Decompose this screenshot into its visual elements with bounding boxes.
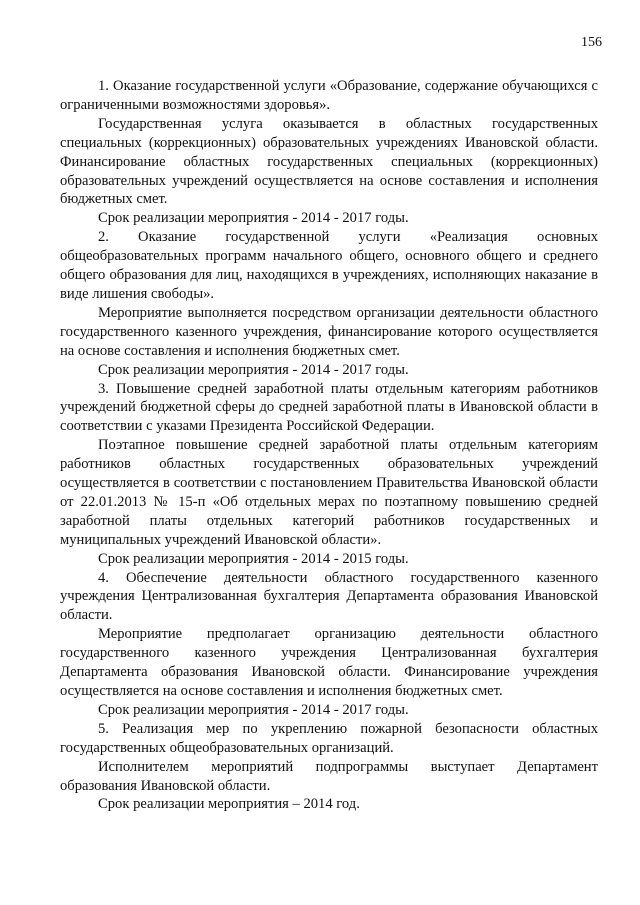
paragraph-service-1-description: Государственная услуга оказывается в областных государственных специальных (коррекционных) образовательных учреждениях Ивановской области. Финансирование областных государственных специальных (коррекционных) образовательных учреждений осуществляется на основе составления и исполнения бюджетных смет. — [60, 115, 598, 208]
paragraph-measure-4-term: Срок реализации мероприятия - 2014 - 2017 годы. — [98, 701, 409, 718]
paragraph-measure-3: 3. Повышение средней заработной платы отдельным категориям работников учреждений бюджетной сферы до средней заработной платы в Ивановской области в соответствии с указами Президента Российской Федерации. — [60, 380, 598, 435]
paragraph-service-1-term: Срок реализации мероприятия - 2014 - 2017 годы. — [98, 210, 409, 227]
paragraph-measure-5-term: Срок реализации мероприятия – 2014 год. — [98, 796, 360, 813]
paragraph-measure-5: 5. Реализация мер по укреплению пожарной безопасности областных государственных общеобразовательных организаций. — [60, 720, 598, 756]
document-body — [60, 77, 598, 814]
paragraph-service-2: 2. Оказание государственной услуги «Реализация основных общеобразовательных программ начального общего, основного общего и среднего общего образования для лиц, находящихся в учреждениях, исполняющих наказание в виде лишения свободы». — [60, 229, 598, 302]
paragraph-executor: Исполнителем мероприятий подпрограммы выступает Департамент образования Ивановской области. — [60, 758, 598, 794]
paragraph-service-2-description: Мероприятие выполняется посредством организации деятельности областного государственного казенного учреждения, финансирование которого осуществляется на основе составления и исполнения бюджетных смет. — [60, 304, 598, 359]
paragraph-measure-4: 4. Обеспечение деятельности областного государственного казенного учреждения Централизованная бухгалтерия Департамента образования Ивановской области. — [60, 569, 598, 624]
paragraph-measure-3-term: Срок реализации мероприятия - 2014 - 2015 годы. — [98, 550, 409, 567]
paragraph-service-2-term: Срок реализации мероприятия - 2014 - 2017 годы. — [98, 361, 409, 378]
paragraph-measure-4-description: Мероприятие предполагает организацию деятельности областного государственного казенного учреждения Централизованная бухгалтерия Департамента образования Ивановской области. Финансирование учреждения осуществляется на основе составления и исполнения бюджетных смет. — [60, 626, 598, 699]
page-number: 156 — [581, 35, 602, 50]
paragraph-service-1: 1. Оказание государственной услуги «Образование, содержание обучающихся с ограниченными возможностями здоровья». — [60, 78, 598, 113]
paragraph-measure-3-description: Поэтапное повышение средней заработной платы отдельным категориям работников областных государственных образовательных учреждений осуществляется в соответствии с постановлением Правительства Ивановской области от 22.01.2013 № 15-п «Об отдельных мерах по поэтапному повышению средней заработной платы отдельных категорий работников государственных и муниципальных учреждений Ивановской области». — [60, 437, 598, 548]
